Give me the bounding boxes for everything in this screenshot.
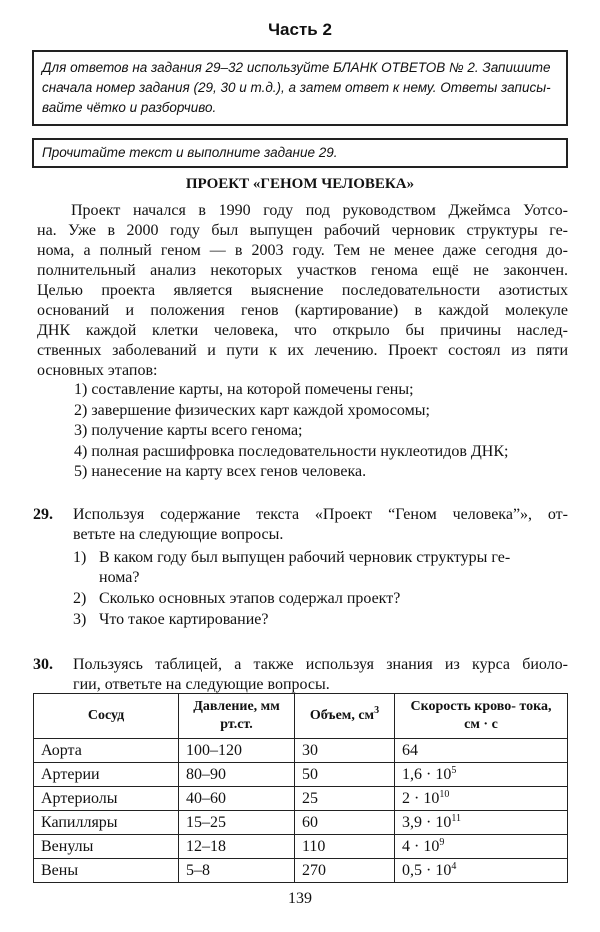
paragraph-line: ственных заболеваний и пути к их лечению. Проект состоял из пяти — [37, 342, 568, 359]
list-item — [73, 548, 568, 568]
pressure-cell: 15–25 — [179, 811, 295, 835]
paragraph-line: нома, а полный геном — в 2003 году. Тем не менее даже сегодня до- — [37, 242, 568, 259]
list-item: 3) получение карты всего генома; — [74, 422, 303, 439]
instruction-line: вайте чётко и разборчиво. — [42, 100, 217, 115]
speed-cell: $2 \cdot 10^{10}$ — [395, 787, 568, 811]
speed-cell: $4 \cdot 10^9$ — [395, 835, 568, 859]
answer-instructions-box — [32, 50, 568, 126]
question-line: гии, ответьте на следующие вопросы. — [73, 676, 330, 693]
question-text — [73, 505, 568, 545]
project-steps-list — [74, 380, 508, 483]
list-item: 5) нанесение на карту всех генов человека. — [74, 463, 367, 480]
item-text: В каком году был выпущен рабочий черновик структуры ге- — [99, 549, 511, 566]
item-number: 3) — [73, 611, 87, 628]
question-line: Используя содержание текста «Проект “Геном человека”», от- — [73, 506, 568, 523]
volume-cell: 110 — [295, 835, 395, 859]
text-title: ПРОЕКТ «ГЕНОМ ЧЕЛОВЕКА» — [185, 176, 415, 192]
question-line: ветьте на следующие вопросы. — [73, 526, 284, 543]
speed-cell: 64 — [395, 739, 568, 763]
paragraph-line: ДНК каждой клетки человека, что открыло бы причины наслед- — [37, 322, 568, 339]
column-header: Давление, мм рт.ст. — [179, 694, 295, 739]
table-row — [34, 811, 568, 835]
pressure-cell: 12–18 — [179, 835, 295, 859]
text-paragraph — [37, 201, 568, 381]
instruction-line: Для ответов на задания 29–32 используйте БЛАНК ОТВЕТОВ № 2. Запишите — [42, 60, 551, 75]
item-number: 2) — [73, 590, 87, 607]
column-header: Объем, $см^3$ — [295, 694, 395, 739]
pressure-cell: 40–60 — [179, 787, 295, 811]
pressure-cell: 5–8 — [179, 859, 295, 883]
item-text-continued: нома? — [99, 569, 140, 586]
paragraph-line: на. Уже в 2000 году был выпущен рабочий черновик структуры ге- — [37, 222, 568, 239]
question-29-subquestions — [73, 548, 568, 630]
volume-cell: 30 — [295, 739, 395, 763]
instruction-line: Прочитайте текст и выполните задание 29. — [42, 145, 338, 160]
read-instructions-box — [32, 138, 568, 168]
paragraph-line: основных этапов: — [37, 362, 158, 379]
list-item: 4) полная расшифровка последовательности нуклеотидов ДНК; — [74, 442, 509, 460]
volume-cell: 60 — [295, 811, 395, 835]
vessel-cell: Вены — [34, 859, 179, 883]
paragraph-line: оснований и положения генов (картирование) в каждой молекуле — [37, 302, 568, 319]
question-number: 30. — [33, 656, 53, 673]
item-text: Сколько основных этапов содержал проект? — [99, 590, 401, 607]
table-row — [34, 787, 568, 811]
list-item: 2) завершение физических карт каждой хромосомы; — [74, 401, 430, 419]
list-item — [73, 589, 568, 609]
paragraph-line: Проект начался в 1990 году под руководством Джеймса Уотсо- — [71, 202, 568, 219]
question-number: 29. — [33, 506, 53, 523]
table-row — [34, 835, 568, 859]
item-number: 1) — [73, 549, 87, 566]
table-row — [34, 859, 568, 883]
speed-cell: $0,5 \cdot 10^4$ — [395, 859, 568, 883]
paragraph-line: Целью проекта является выяснение последовательности азотистых — [37, 282, 568, 299]
vessel-cell: Артериолы — [34, 787, 179, 811]
volume-cell: 25 — [295, 787, 395, 811]
vessel-cell: Капилляры — [34, 811, 179, 835]
question-text — [73, 655, 568, 695]
column-header: Сосуд — [34, 694, 179, 739]
page-number: 139 — [288, 890, 312, 907]
volume-cell: 50 — [295, 763, 395, 787]
column-header: Скорость крово- тока, см · с — [395, 694, 568, 739]
item-text: Что такое картирование? — [99, 611, 269, 628]
list-item — [73, 610, 568, 630]
vessel-cell: Аорта — [34, 739, 179, 763]
blood-vessels-table — [33, 693, 568, 883]
paragraph-line: полнительный анализ некоторых участков генома ещё не закончен. — [37, 262, 568, 279]
table-row — [34, 739, 568, 763]
list-item: 1) составление карты, на которой помечены гены; — [74, 381, 414, 398]
vessel-cell: Артерии — [34, 763, 179, 787]
speed-cell: $3,9 \cdot 10^{11}$ — [395, 811, 568, 835]
part-title: Часть 2 — [268, 20, 332, 39]
instruction-line: сначала номер задания (29, 30 и т.д.), а затем ответ к нему. Ответы записы- — [42, 80, 551, 95]
table-header-row — [34, 694, 568, 739]
pressure-cell: 100–120 — [179, 739, 295, 763]
volume-cell: 270 — [295, 859, 395, 883]
speed-cell: $1,6 \cdot 10^5$ — [395, 763, 568, 787]
question-line: Пользуясь таблицей, а также используя знания из курса биоло- — [73, 656, 568, 673]
table-row — [34, 763, 568, 787]
pressure-cell: 80–90 — [179, 763, 295, 787]
vessel-cell: Венулы — [34, 835, 179, 859]
